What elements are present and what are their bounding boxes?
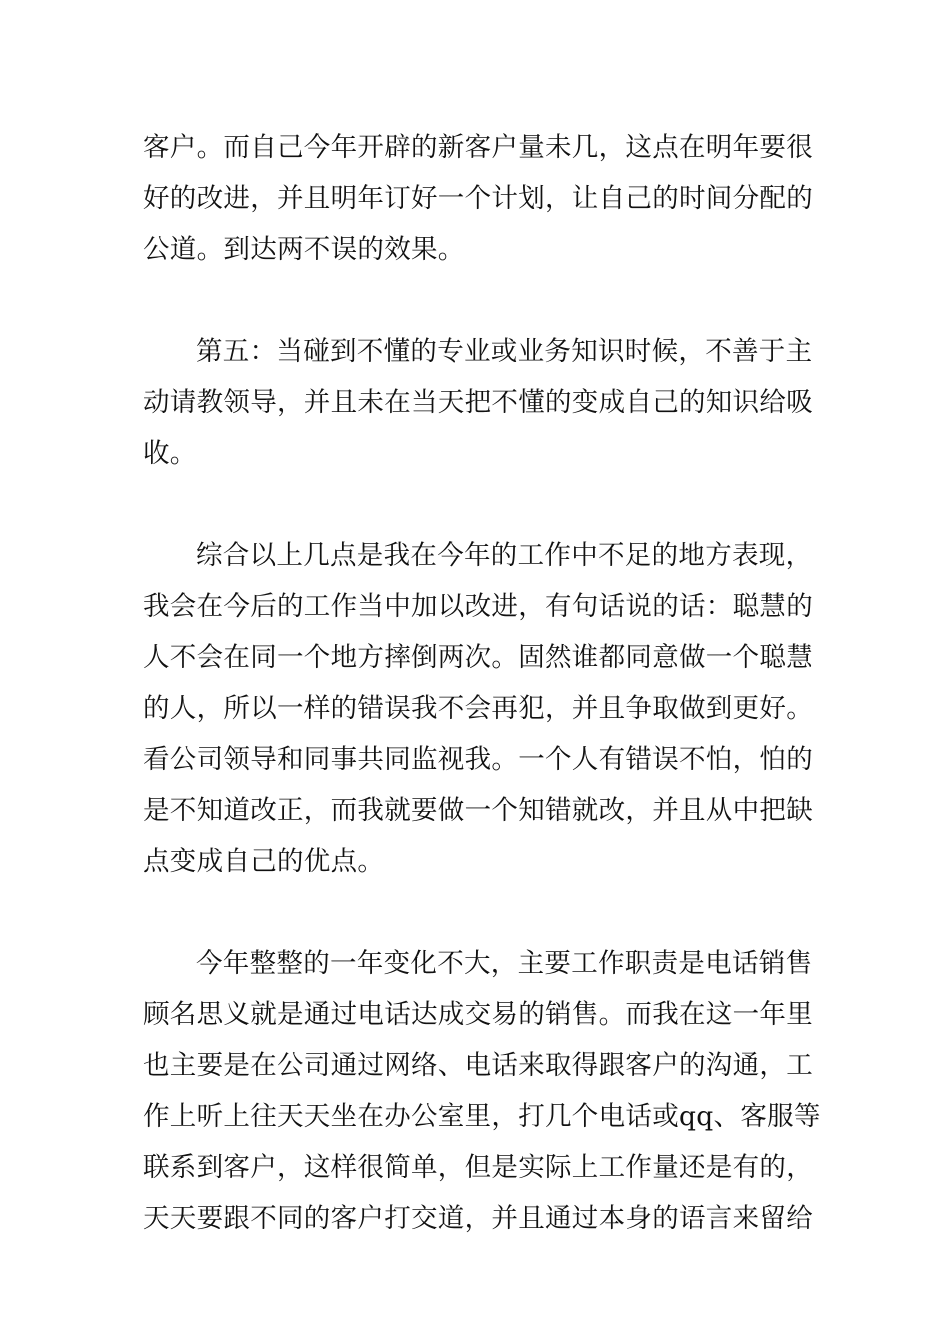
text-line: 动请教领导，并且未在当天把不懂的变成自己的知识给吸: [143, 387, 813, 418]
text-line: 公道。到达两不误的效果。: [143, 234, 465, 265]
text-line: 联系到客户，这样很简单，但是实际上工作量还是有的，: [143, 1152, 813, 1183]
text-line: 也主要是在公司通过网络、电话来取得跟客户的沟通，工: [143, 1050, 813, 1081]
text-line: 人不会在同一个地方摔倒两次。固然谁都同意做一个聪慧: [143, 642, 813, 673]
paragraph-1: [143, 122, 813, 275]
paragraph-2: [143, 326, 813, 479]
document-page: [143, 122, 821, 1295]
paragraph-4: [143, 938, 821, 1244]
text-line: 的人，所以一样的错误我不会再犯，并且争取做到更好。: [143, 693, 813, 724]
text-line: 我会在今后的工作当中加以改进，有句话说的话：聪慧的: [143, 591, 813, 622]
text-line: 天天要跟不同的客户打交道，并且通过本身的语言来留给: [143, 1203, 813, 1234]
text-line: 好的改进，并且明年订好一个计划，让自己的时间分配的: [143, 183, 813, 214]
text-line: 综合以上几点是我在今年的工作中不足的地方表现，: [196, 540, 813, 571]
text-line: 作上听上往天天坐在办公室里，打几个电话或qq、客服等: [143, 1101, 821, 1132]
text-line: 看公司领导和同事共同监视我。一个人有错误不怕，怕的: [143, 744, 813, 775]
text-line: 今年整整的一年变化不大，主要工作职责是电话销售: [196, 948, 813, 979]
paragraph-3: [143, 530, 813, 887]
text-line: 客户。而自己今年开辟的新客户量未几，这点在明年要很: [143, 132, 813, 163]
text-line: 顾名思义就是通过电话达成交易的销售。而我在这一年里: [143, 999, 813, 1030]
text-line: 收。: [143, 438, 197, 469]
text-line: 是不知道改正，而我就要做一个知错就改，并且从中把缺: [143, 795, 813, 826]
text-line: 第五：当碰到不懂的专业或业务知识时候，不善于主: [196, 336, 813, 367]
text-line: 点变成自己的优点。: [143, 846, 385, 877]
